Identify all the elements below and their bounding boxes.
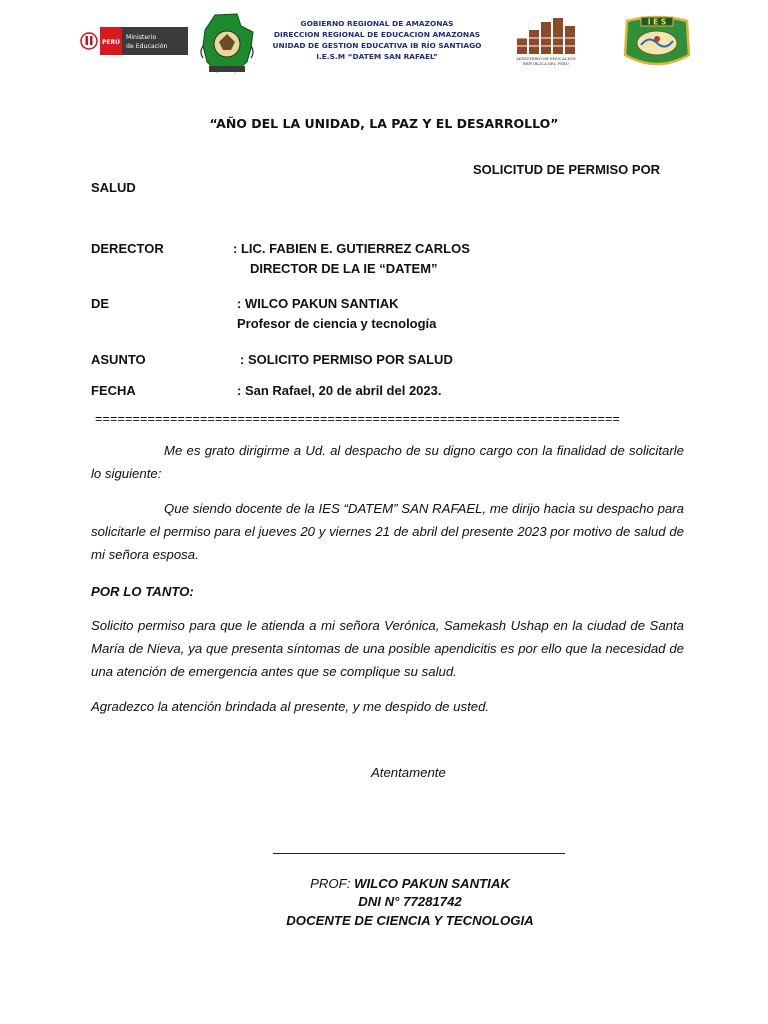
signature-prefix: PROF:	[310, 876, 355, 891]
signature-role: DOCENTE DE CIENCIA Y TECNOLOGIA	[286, 913, 534, 928]
asunto-value: : SOLICITO PERMISO POR SALUD	[240, 352, 453, 367]
header-line-school: I.E.S.M “DATEM SAN RAFAEL”	[316, 52, 438, 61]
header-line-direccion: DIRECCION REGIONAL DE EDUCACION AMAZONAS	[273, 30, 481, 39]
signature-line	[273, 853, 565, 854]
paragraph-thanks: Agradezco la atención brindada al presente, y me despido de usted.	[91, 699, 490, 714]
svg-text:Ministerio: Ministerio	[126, 34, 157, 41]
paragraph-request: Que siendo docente de la IES “DATEM” SAN RAFAEL, me dirijo hacia su despacho para solicitarle el permiso para el jueves 20 y viernes 21 de abril del presente 2023 por motivo de salud de mi señora esposa.	[91, 501, 684, 562]
closing-text: Atentamente	[371, 765, 446, 780]
ministerio-educacion-bars-logo	[513, 16, 579, 68]
paragraph-greeting: Me es grato dirigirme a Ud. al despacho de su digno cargo con la finalidad de solicitarle lo siguiente:	[91, 443, 684, 481]
header-line-ugel: UNIDAD DE GESTION EDUCATIVA IB RÍO SANTIAGO	[272, 41, 482, 50]
director-label: DERECTOR	[91, 241, 164, 256]
svg-text:MINISTERIO DE EDUCACIÓN: MINISTERIO DE EDUCACIÓN	[516, 56, 576, 61]
svg-text:REPÚBLICA DEL PERÚ: REPÚBLICA DEL PERÚ	[523, 61, 569, 66]
institution-header	[262, 18, 492, 62]
director-value: : LIC. FABIEN E. GUTIERREZ CARLOS	[233, 241, 470, 256]
signature-dni: DNI N° 77281742	[358, 894, 462, 909]
fecha-label: FECHA	[91, 383, 136, 398]
fecha-value: : San Rafael, 20 de abril del 2023.	[237, 383, 442, 398]
signature-name: WILCO PAKUN SANTIAK	[354, 876, 510, 891]
year-motto: “AÑO DEL LA UNIDAD, LA PAZ Y EL DESARROLLO”	[209, 116, 559, 131]
svg-text:de Educación: de Educación	[126, 43, 168, 50]
svg-text:I E S: I E S	[647, 17, 667, 27]
paragraph-reason: Solicito permiso para que le atienda a mi señora Verónica, Samekash Ushap en la ciudad de Santa María de Nieva, ya que presenta síntomas de una posible apendicitis es por ello que la necesidad de una atención de emergencia antes que se complique su salud.	[91, 618, 684, 679]
peru-shield-icon	[81, 33, 97, 49]
director-title: DIRECTOR DE LA IE “DATEM”	[250, 261, 438, 276]
asunto-label: ASUNTO	[91, 352, 146, 367]
header-line-gobierno: GOBIERNO REGIONAL DE AMAZONAS	[300, 19, 454, 28]
de-label: DE	[91, 296, 110, 311]
ministerio-educacion-logo	[80, 27, 188, 55]
por-lo-tanto-heading: POR LO TANTO:	[91, 584, 194, 599]
document-title-line1: SOLICITUD DE PERMISO POR	[473, 162, 661, 177]
amazonas-region-emblem	[197, 12, 257, 76]
document-title-line2: SALUD	[91, 180, 136, 195]
svg-text:PERÚ: PERÚ	[102, 39, 120, 46]
de-role: Profesor de ciencia y tecnología	[237, 316, 437, 331]
separator-line: ======================================================================	[95, 412, 620, 426]
ies-school-logo	[623, 15, 691, 69]
signature-name-line	[230, 876, 590, 891]
de-value: : WILCO PAKUN SANTIAK	[237, 296, 399, 311]
